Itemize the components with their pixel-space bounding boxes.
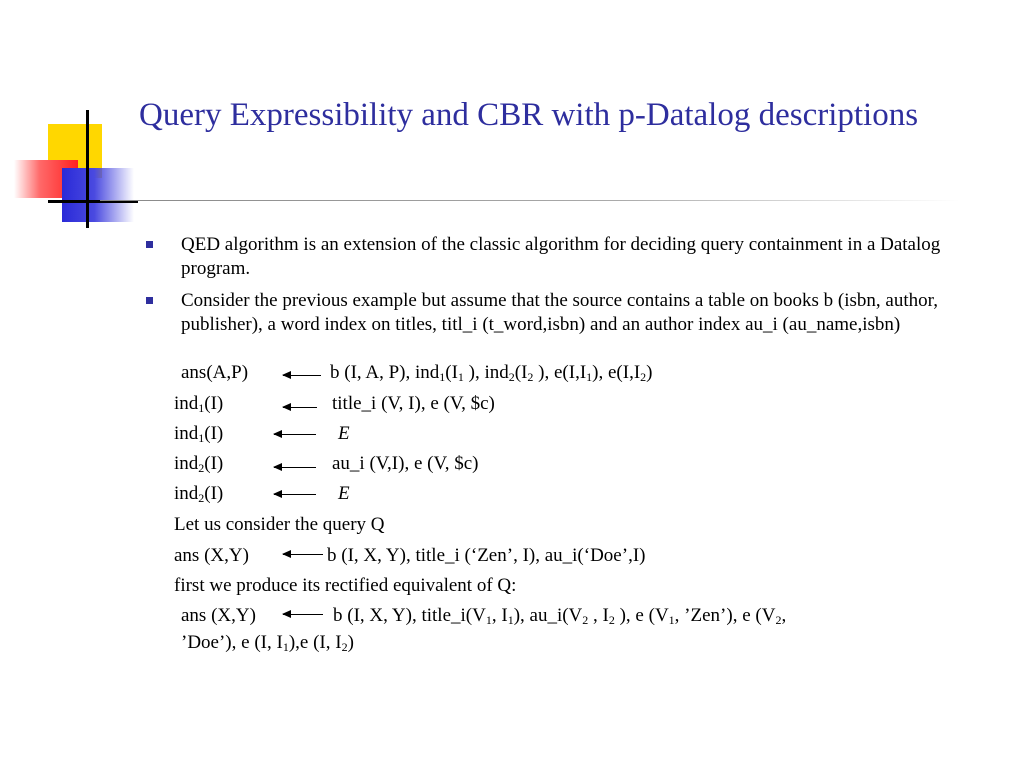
- rule-2-head: ind$_1$(I): [174, 393, 224, 415]
- bullet-text: Consider the previous example but assume that the source contains a table on books b (isbn, author, publisher), a word index on titles, titl_i (t_word,isbn) and an author index au_i (au_name,isbn): [181, 290, 938, 335]
- left-arrow-icon: [274, 494, 316, 495]
- rectified-intro: first we produce its rectified equivalent of Q:: [174, 575, 517, 596]
- rule-3-head: ind$_1$(I): [174, 423, 224, 445]
- bullet-square-icon: [146, 241, 153, 248]
- left-arrow-icon: [283, 614, 323, 615]
- deco-blue-square: [62, 168, 134, 222]
- slide-title: Query Expressibility and CBR with p-Datalog descriptions: [139, 97, 919, 133]
- rectified-head: ans (X,Y): [181, 605, 256, 626]
- left-arrow-icon: [283, 375, 321, 376]
- rule-5-body: E: [338, 483, 350, 504]
- query-head: ans (X,Y): [174, 545, 249, 566]
- left-arrow-icon: [274, 434, 316, 435]
- left-arrow-icon: [283, 554, 323, 555]
- rectified-body-line-2: ’Doe’), e (I, $I_1),e$ (I, $I_2$): [181, 632, 354, 654]
- rule-3-body: E: [338, 423, 350, 444]
- left-arrow-icon: [274, 467, 316, 468]
- deco-vertical-line: [86, 110, 89, 228]
- query-body: b (I, X, Y), title_i (‘Zen’, I), au_i(‘Doe’,I): [327, 545, 646, 566]
- bullet-square-icon: [146, 297, 153, 304]
- bullet-text: QED algorithm is an extension of the classic algorithm for deciding query containment in a Datalog program.: [181, 234, 941, 279]
- rule-2-body: title_i (V, I), e (V, $c): [332, 393, 495, 414]
- title-underline: [100, 200, 960, 201]
- rule-5-head: ind$_2$(I): [174, 483, 224, 505]
- query-intro: Let us consider the query Q: [174, 514, 385, 535]
- rule-1-body: b (I, A, P), $ind_1(I_1$ ), $ind_2(I_2$ ), $e(I,I_1)$, $e(I,I_2)$: [330, 362, 653, 384]
- rule-4-body: au_i (V,I), e (V, $c): [332, 453, 479, 474]
- rule-1-head: ans(A,P): [181, 362, 249, 383]
- rectified-body-line-1: b (I, X, Y), $title\_i(V_1$, $I_1$), $au\_i(V_2$ , $I_2$ ), e ($V_1$, ’Zen’), e ($V_2$,: [333, 605, 787, 627]
- rule-4-head: ind$_2$(I): [174, 453, 224, 475]
- left-arrow-icon: [283, 407, 317, 408]
